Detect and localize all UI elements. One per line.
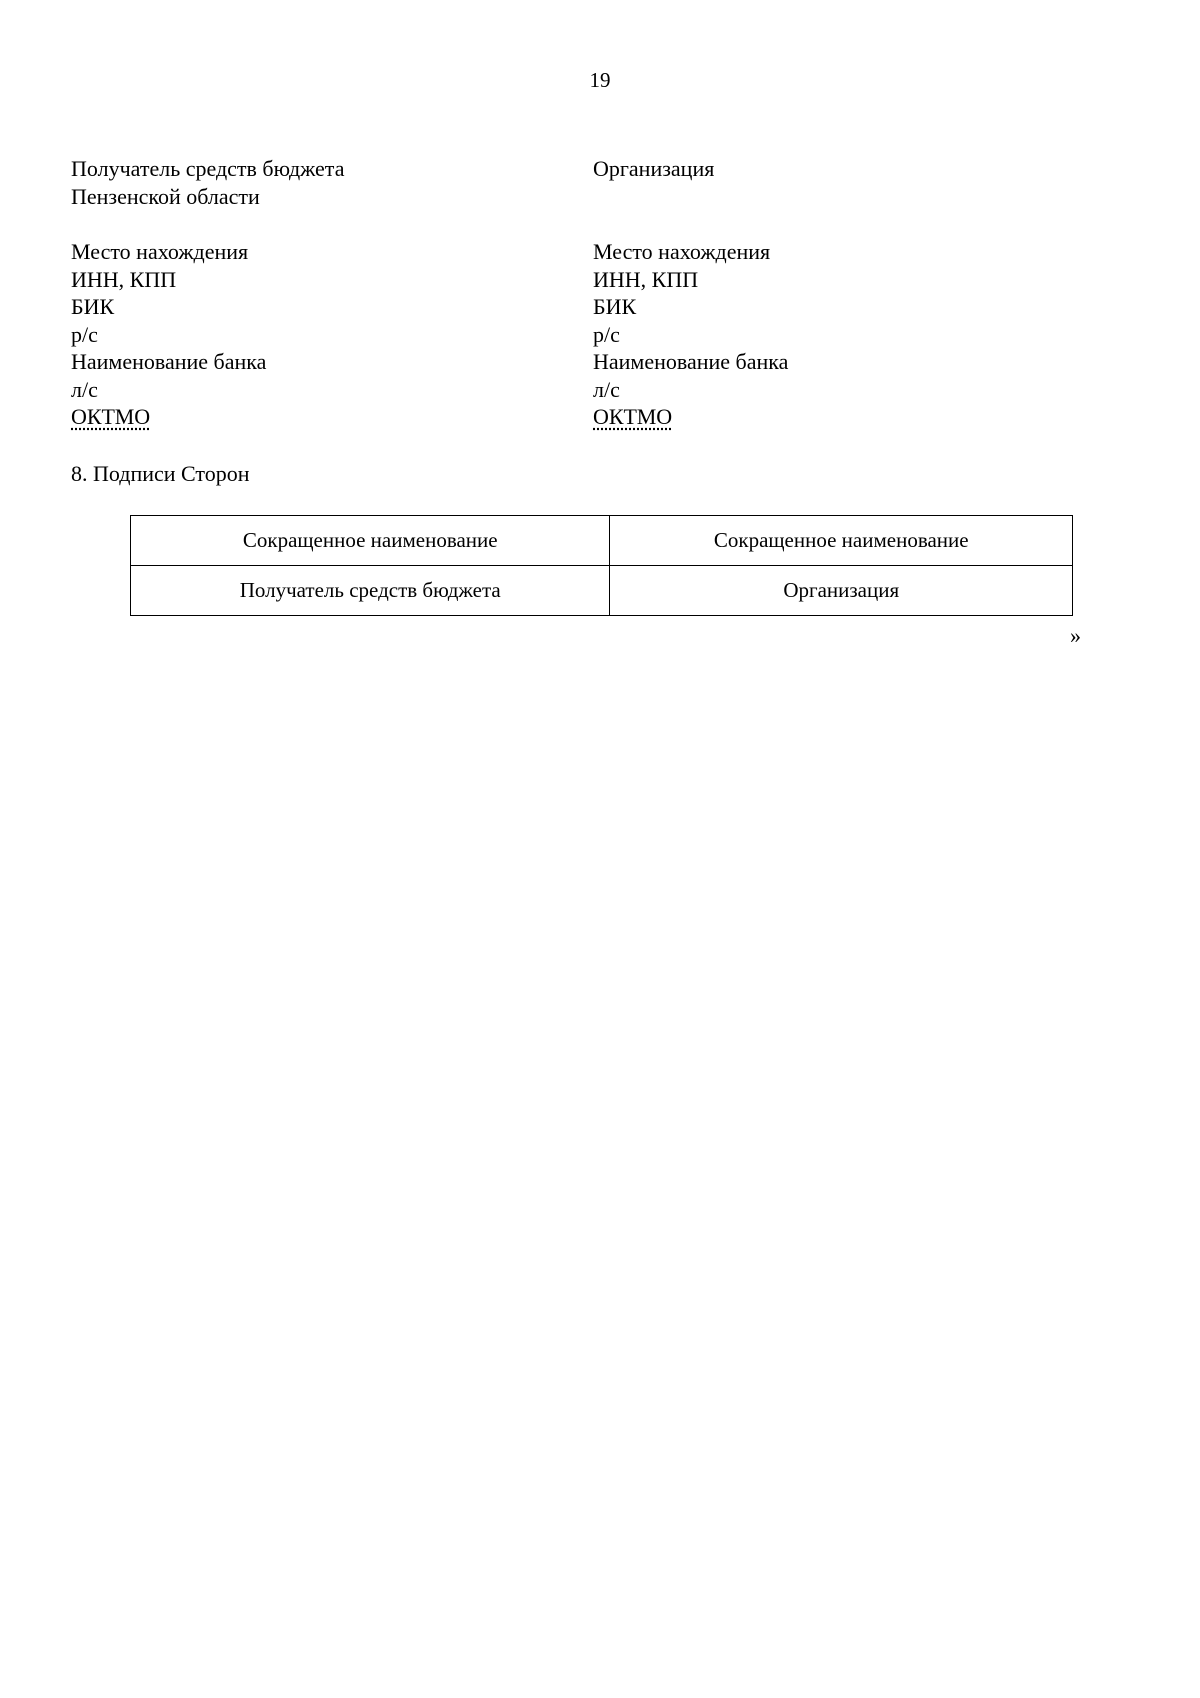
signature-cell-left-short-name: Сокращенное наименование — [131, 516, 610, 566]
right-party-field-location: Место нахождения — [593, 239, 771, 264]
left-party-field-account: р/с — [71, 321, 98, 347]
signatures-table — [130, 515, 1073, 616]
right-party-field-account: р/с — [593, 321, 620, 347]
left-party-oktmo-link[interactable]: ОКТМО — [71, 404, 151, 429]
right-party-spacer — [593, 210, 788, 238]
closing-quote: » — [1070, 623, 1081, 648]
right-party-details — [593, 155, 788, 431]
right-party-oktmo-link[interactable]: ОКТМО — [593, 404, 673, 429]
right-party-field-bank-name: Наименование банка — [593, 349, 789, 374]
right-party-field-inn-kpp: ИНН, КПП — [593, 266, 699, 292]
signatures-section-title: 8. Подписи Сторон — [71, 461, 250, 486]
table-row — [131, 516, 1073, 566]
right-party-field-personal-account: л/с — [593, 376, 620, 402]
signature-cell-left-party: Получатель средств бюджета — [131, 566, 610, 616]
left-party-field-bik: БИК — [71, 294, 115, 319]
signature-cell-right-short-name: Сокращенное наименование — [610, 516, 1073, 566]
right-party-title: Организация — [593, 156, 715, 181]
left-party-field-bank-name: Наименование банка — [71, 349, 267, 374]
left-party-field-personal-account: л/с — [71, 376, 98, 402]
left-party-details — [71, 155, 344, 431]
left-party-title-line-1: Получатель средств бюджета — [71, 156, 345, 181]
table-row — [131, 566, 1073, 616]
left-party-title-line-2: Пензенской области — [71, 183, 260, 209]
page-number: 19 — [589, 68, 611, 92]
left-party-field-inn-kpp: ИНН, КПП — [71, 266, 177, 292]
right-party-title-gap — [593, 183, 788, 211]
signature-cell-right-party: Организация — [610, 566, 1073, 616]
right-party-field-bik: БИК — [593, 294, 637, 319]
left-party-spacer — [71, 210, 344, 238]
left-party-field-location: Место нахождения — [71, 239, 249, 264]
